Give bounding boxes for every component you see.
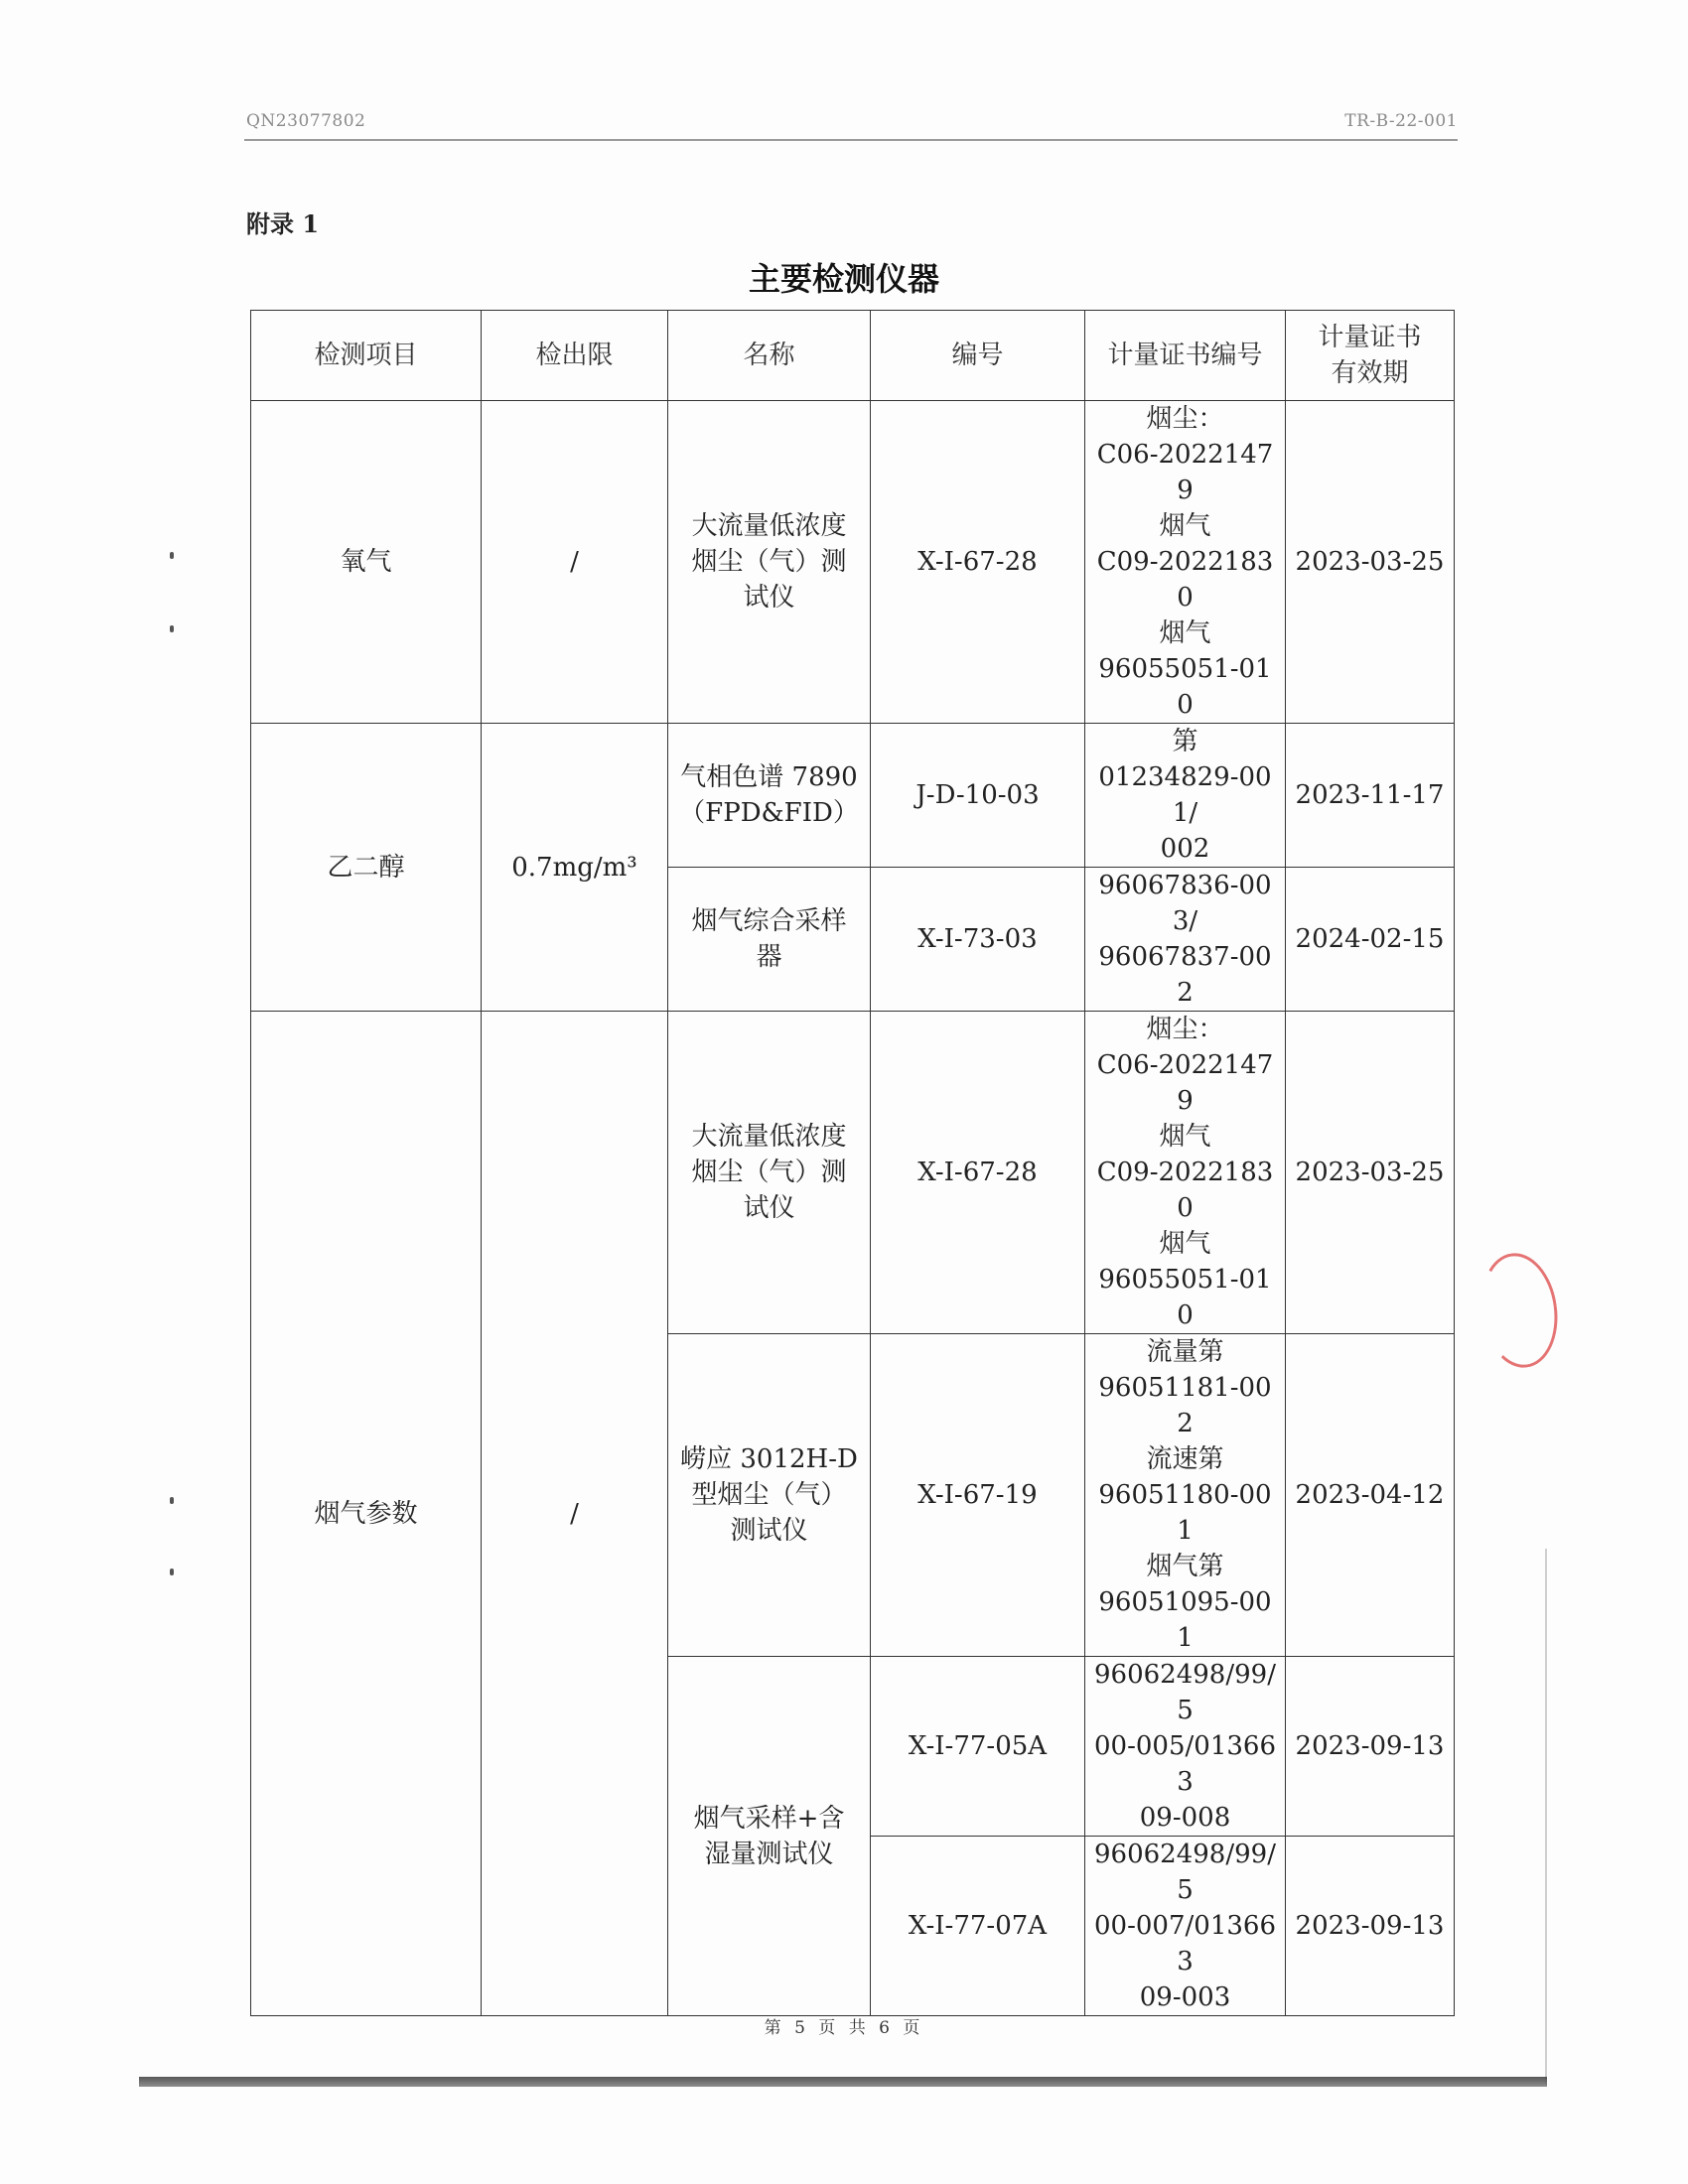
cell-valid: 2023-04-12 bbox=[1286, 1334, 1455, 1657]
cell-name: 大流量低浓度 烟尘（气）测 试仪 bbox=[668, 401, 871, 724]
cell-item: 烟气参数 bbox=[251, 1012, 482, 2016]
cell-cert: 流量第 96051181-002 流速第 96051180-001 烟气第 96051095-001 bbox=[1085, 1334, 1286, 1657]
binding-mark bbox=[170, 625, 174, 632]
cell-name: 烟气采样+含 湿量测试仪 bbox=[668, 1657, 871, 2016]
cell-cert: 96062498/99/5 00-007/013663 09-003 bbox=[1085, 1837, 1286, 2016]
header-name: 名称 bbox=[668, 311, 871, 401]
cell-name: 烟气综合采样 器 bbox=[668, 868, 871, 1012]
table-header-row bbox=[251, 311, 1455, 401]
header-item: 检测项目 bbox=[251, 311, 482, 401]
cell-item: 氧气 bbox=[251, 401, 482, 724]
page-title: 主要检测仪器 bbox=[748, 260, 939, 298]
binding-mark bbox=[170, 1497, 174, 1504]
cell-cert: 96062498/99/5 00-005/013663 09-008 bbox=[1085, 1657, 1286, 1837]
header-cert: 计量证书编号 bbox=[1085, 311, 1286, 401]
instrument-table bbox=[250, 310, 1455, 2016]
cell-code: X-I-77-05A bbox=[871, 1657, 1085, 1837]
doc-number: QN23077802 bbox=[246, 111, 366, 131]
form-code: TR-B-22-001 bbox=[1344, 111, 1458, 131]
cell-name: 大流量低浓度 烟尘（气）测 试仪 bbox=[668, 1012, 871, 1334]
header-code: 编号 bbox=[871, 311, 1085, 401]
cell-cert: 第 01234829-001/ 002 bbox=[1085, 724, 1286, 868]
cell-valid: 2023-09-13 bbox=[1286, 1657, 1455, 1837]
page-edge bbox=[1545, 1549, 1547, 2085]
cell-code: X-I-67-19 bbox=[871, 1334, 1085, 1657]
cell-valid: 2023-11-17 bbox=[1286, 724, 1455, 868]
table-row bbox=[251, 1012, 1455, 1334]
cell-valid: 2024-02-15 bbox=[1286, 868, 1455, 1012]
appendix-label: 附录 1 bbox=[246, 209, 320, 238]
cell-valid: 2023-09-13 bbox=[1286, 1837, 1455, 2016]
header-rule bbox=[244, 139, 1458, 141]
page-number: 第 5 页 共 6 页 bbox=[764, 2018, 924, 2038]
table-row bbox=[251, 401, 1455, 724]
cell-limit: / bbox=[482, 1012, 668, 2016]
header-valid: 计量证书 有效期 bbox=[1286, 311, 1455, 401]
header-limit: 检出限 bbox=[482, 311, 668, 401]
binding-mark bbox=[170, 552, 174, 559]
cell-cert: 烟尘： C06-20221479 烟气 C09-20221830 烟气 96055051-010 bbox=[1085, 1012, 1286, 1334]
cell-limit: / bbox=[482, 401, 668, 724]
cell-code: X-I-67-28 bbox=[871, 401, 1085, 724]
binding-mark bbox=[170, 1569, 174, 1575]
cell-name: 气相色谱 7890 （FPD&FID） bbox=[668, 724, 871, 868]
cell-name: 崂应 3012H-D 型烟尘（气） 测试仪 bbox=[668, 1334, 871, 1657]
cell-valid: 2023-03-25 bbox=[1286, 1012, 1455, 1334]
cell-item: 乙二醇 bbox=[251, 724, 482, 1012]
cell-code: X-I-77-07A bbox=[871, 1837, 1085, 2016]
cell-code: X-I-73-03 bbox=[871, 868, 1085, 1012]
cell-code: J-D-10-03 bbox=[871, 724, 1085, 868]
cell-cert: 烟尘： C06-20221479 烟气 C09-20221830 烟气 96055051-010 bbox=[1085, 401, 1286, 724]
cell-valid: 2023-03-25 bbox=[1286, 401, 1455, 724]
cell-cert: 96067836-003/ 96067837-002 bbox=[1085, 868, 1286, 1012]
cell-limit: 0.7mg/m³ bbox=[482, 724, 668, 1012]
page-bottom-edge bbox=[139, 2077, 1547, 2087]
cell-code: X-I-67-28 bbox=[871, 1012, 1085, 1334]
table-row bbox=[251, 724, 1455, 868]
